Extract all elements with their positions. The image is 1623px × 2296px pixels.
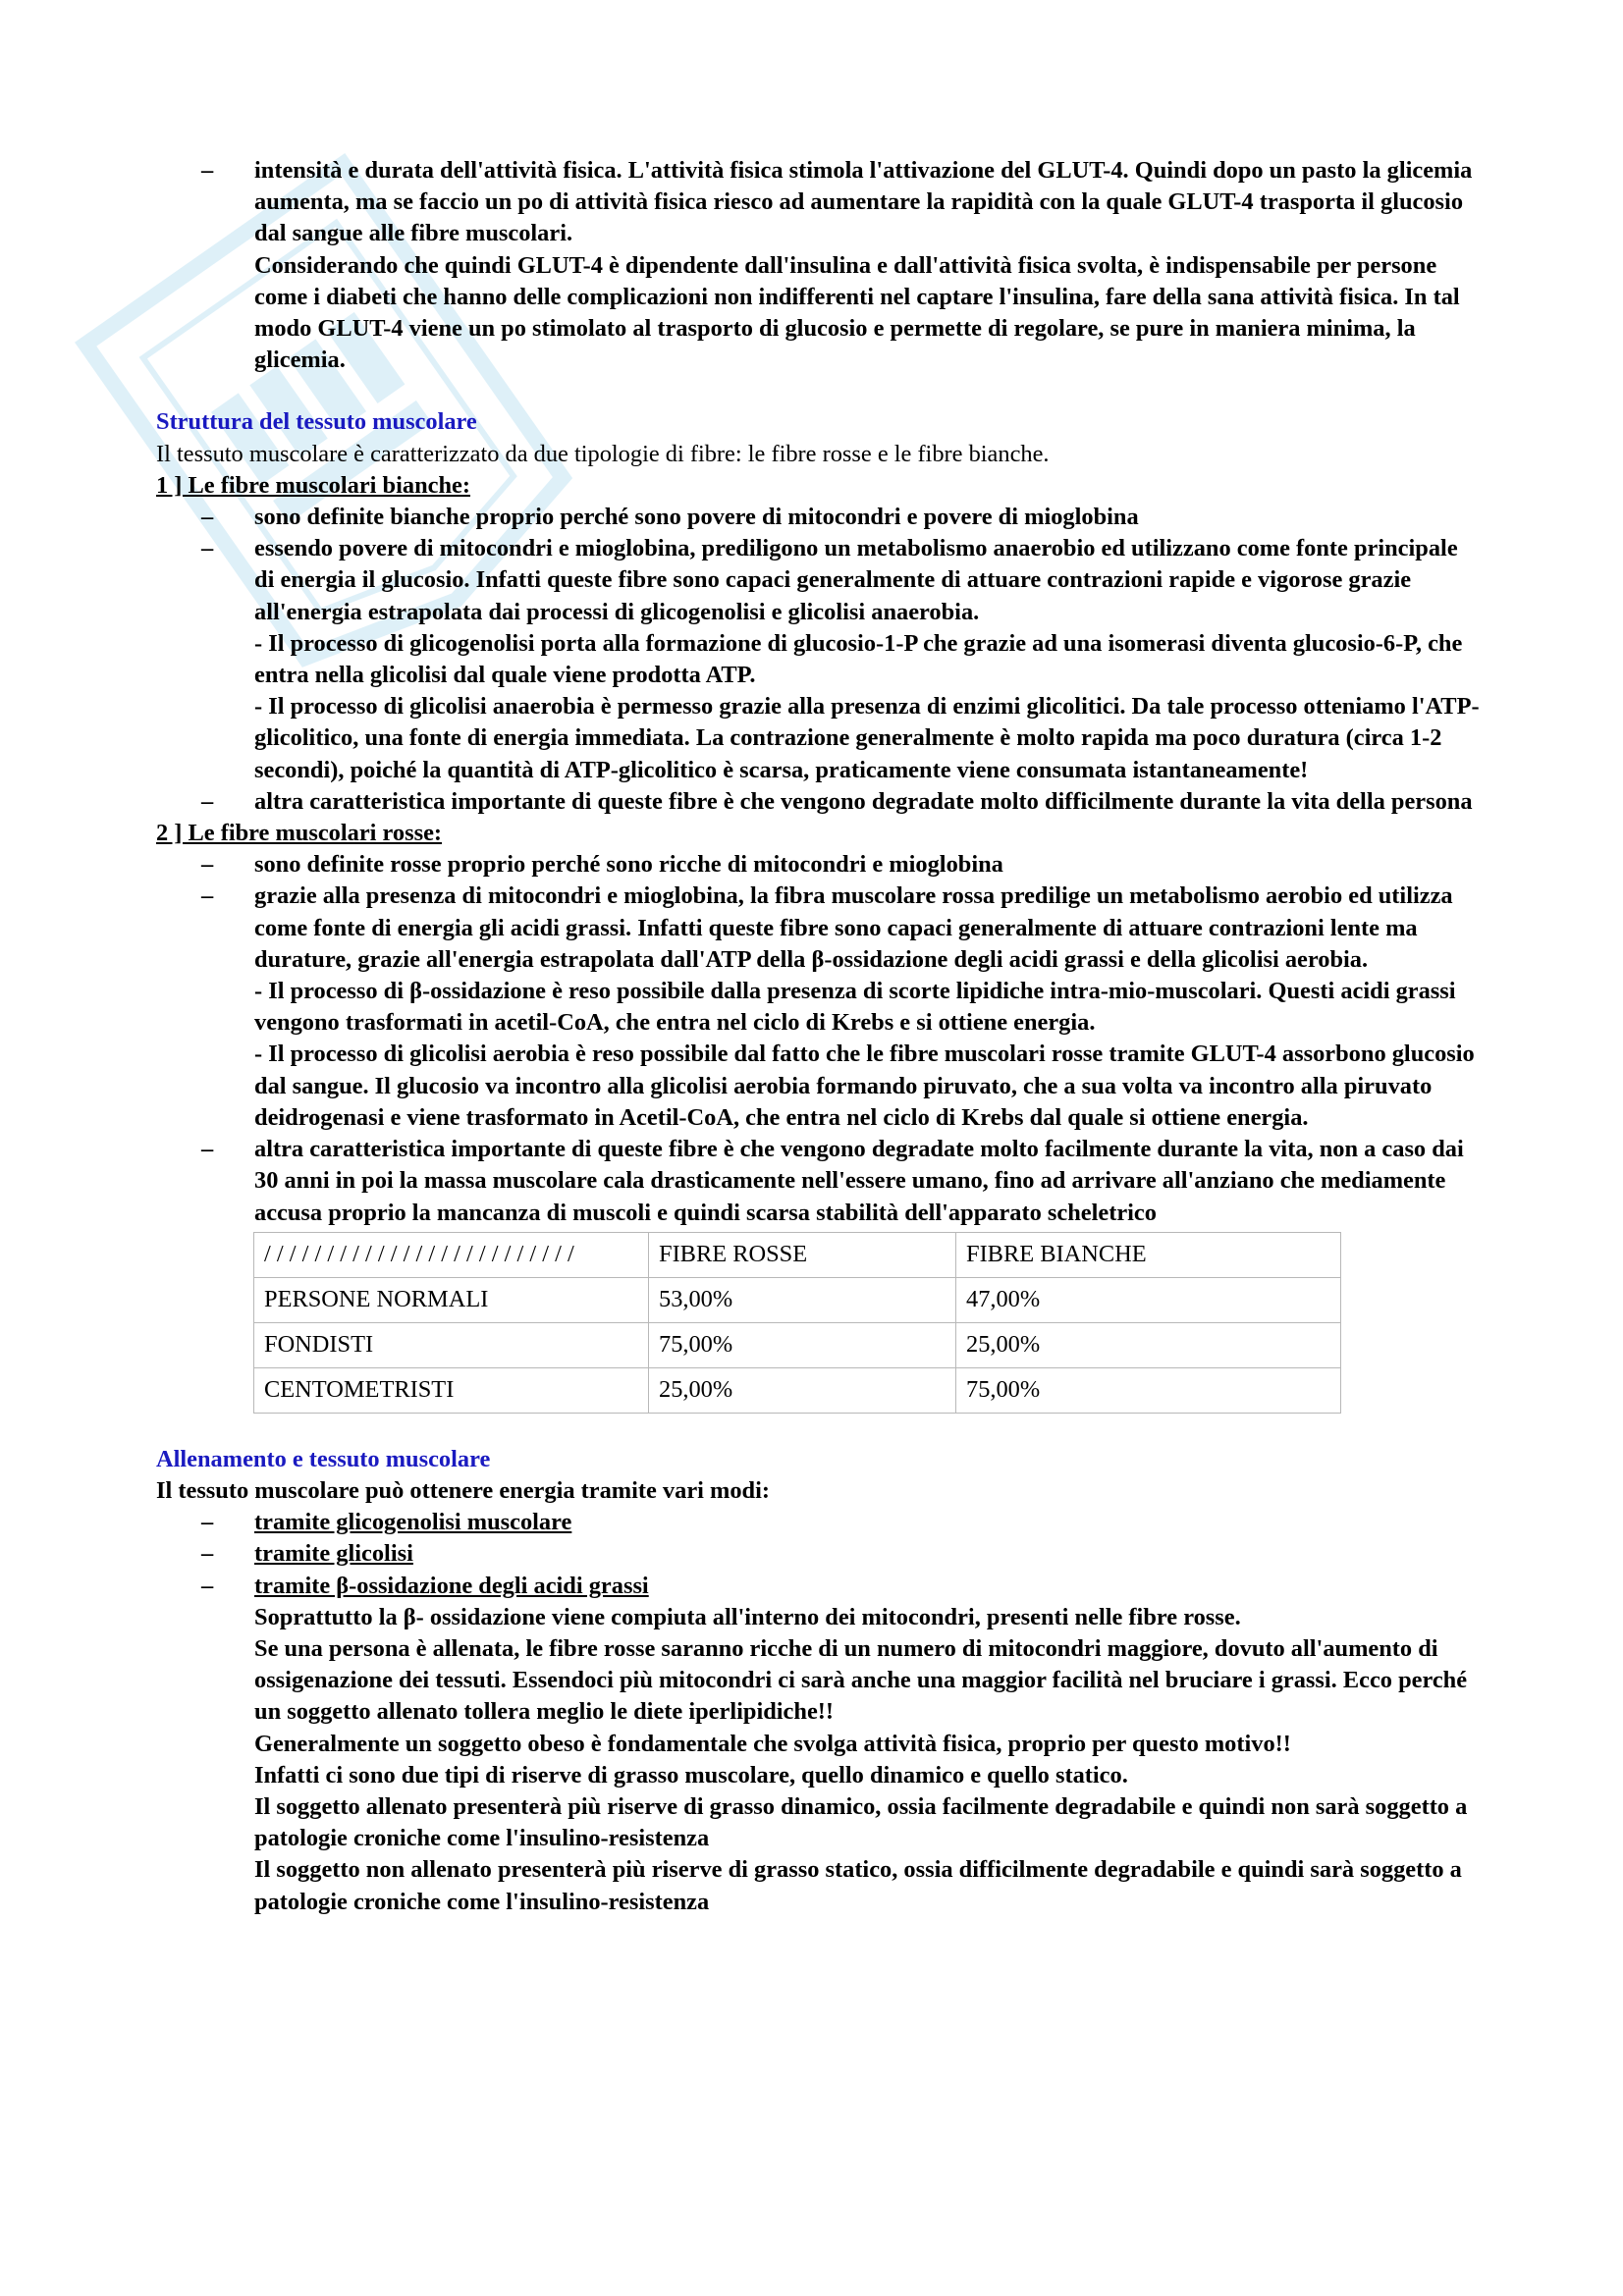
list-item-subtext: - Il processo di β-ossidazione è reso possibile dalla presenza di scorte lipidiche intra-mio-muscolari. Questi acidi grassi vengono trasformati in acetil-CoA, che entra nel ciclo di Krebs e si ottiene energia.: [254, 978, 1456, 1037]
list-item-text: grazie alla presenza di mitocondri e mioglobina, la fibra muscolare rossa predilige un metabolismo aerobio ed utilizza come fonte di energia gli acidi grassi. Infatti queste fibre sono capaci generalmente di attuare contrazioni lente ma durature, grazie all'energia estrapolata dall'ATP della β-ossidazione degli acidi grassi e della glicolisi aerobia.: [254, 882, 1453, 973]
fiber-composition-table: [253, 1232, 1341, 1414]
dash-bullet: –: [201, 851, 214, 879]
list-item: [156, 849, 1484, 881]
table-cell: 25,00%: [649, 1367, 956, 1413]
paragraph: Il soggetto non allenato presenterà più riserve di grasso statico, ossia difficilmente degradabile e quindi sarà soggetto a patologie croniche come l'insulino-resistenza: [254, 1856, 1462, 1915]
section-intro-structure: Il tessuto muscolare è caratterizzato da due tipologie di fibre: le fibre rosse e le fibre bianche.: [156, 440, 1050, 467]
table-row: [254, 1277, 1341, 1322]
dash-bullet: –: [201, 157, 214, 184]
list-item: [156, 1538, 1484, 1570]
list-item-subtext: - Il processo di glicogenolisi porta alla formazione di glucosio-1-P che grazie ad una isomerasi diventa glucosio-6-P, che entra nella glicolisi dal quale viene prodotta ATP.: [254, 629, 1463, 689]
dash-bullet: –: [201, 1540, 214, 1568]
list-item: [156, 881, 1484, 1134]
table-cell: 25,00%: [956, 1322, 1341, 1367]
spacer: [156, 1414, 1484, 1444]
table-cell: 75,00%: [956, 1367, 1341, 1413]
paragraph-glut4-activity: intensità e durata dell'attività fisica. L'attività fisica stimola l'attivazione del GLUT-4. Quindi dopo un pasto la glicemia aumenta, ma se faccio un po di attività fisica riesco ad aumentare la rapidità con la quale GLUT-4 trasporta il glucosio dal sangue alle fibre muscolari.: [254, 157, 1473, 247]
list-item: [156, 786, 1484, 818]
list-item-text: tramite glicogenolisi muscolare: [254, 1509, 572, 1536]
list-item-subtext: - Il processo di glicolisi aerobia è reso possibile dal fatto che le fibre muscolari rosse tramite GLUT-4 assorbono glucosio dal sangue. Il glucosio va incontro alla glicolisi aerobia formando piruvato, che a sua volta va incontro alla piruvato deidrogenasi e viene trasformato in Acetil-CoA, che entra nel ciclo di Krebs dal quale si ottiene energia.: [254, 1041, 1475, 1131]
table-cell: 47,00%: [956, 1277, 1341, 1322]
paragraph-glut4-diabetes: Considerando che quindi GLUT-4 è dipendente dall'insulina e dall'attività fisica svolta, è indispensabile per persone come i diabeti che hanno delle complicazioni non indifferenti nel captare l'insulina, fare della sana attività fisica. In tal modo GLUT-4 viene un po stimolato al trasporto di glucosio e permette di regolare, se pure in maniera minima, la glicemia.: [254, 251, 1460, 374]
dash-bullet: –: [201, 1136, 214, 1163]
table-cell: 75,00%: [649, 1322, 956, 1367]
table-header-row: [254, 1232, 1341, 1277]
subsection-title-white-fibers: 1 ] Le fibre muscolari bianche:: [156, 471, 470, 499]
table-row: [254, 1367, 1341, 1413]
paragraph: Generalmente un soggetto obeso è fondamentale che svolga attività fisica, proprio per questo motivo!!: [254, 1730, 1291, 1757]
subsection-title-red-fibers: 2 ] Le fibre muscolari rosse:: [156, 820, 443, 847]
section-heading-structure: Struttura del tessuto muscolare: [156, 408, 477, 436]
dash-bullet: –: [201, 504, 214, 531]
list-item-text: altra caratteristica importante di queste fibre è che vengono degradate molto difficilmente durante la vita della persona: [254, 787, 1473, 815]
paragraph: Se una persona è allenata, le fibre rosse saranno ricche di un numero di mitocondri maggiore, dovuto all'aumento di ossigenazione dei tessuti. Essendoci più mitocondri ci sarà anche una maggior facilità nel bruciare i grassi. Ecco perché un soggetto allenato tollera meglio le diete iperlipidiche!!: [254, 1634, 1468, 1726]
list-item-subtext: - Il processo di glicolisi anaerobia è permesso grazie alla presenza di enzimi glicolitici. Da tale processo otteniamo l'ATP-glicolitico, una fonte di energia immediata. La contrazione generalmente è molto rapida ma poco duratura (circa 1-2 secondi), poiché la quantità di ATP-glicolitico è scarsa, praticamente viene consumata istantaneamente!: [254, 693, 1480, 783]
spacer: [156, 376, 1484, 406]
dash-bullet: –: [201, 882, 214, 910]
list-item-text: essendo povere di mitocondri e mioglobina, prediligono un metabolismo anaerobio ed utilizzano come fonte principale di energia il glucosio. Infatti queste fibre sono capaci generalmente di attuare contrazioni rapide e vigorose grazie all'energia estrapolata dai processi di glicogenolisi e glicolisi anaerobia.: [254, 535, 1458, 625]
list-item-text: altra caratteristica importante di queste fibre è che vengono degradate molto facilmente durante la vita, non a caso dai 30 anni in poi la massa muscolare cala drasticamente nell'essere umano, fino ad arrivare all'anziano che mediamente accusa proprio la mancanza di muscoli e quindi scarsa stabilità dell'apparato scheletrico: [254, 1136, 1464, 1226]
section-heading-training: Allenamento e tessuto muscolare: [156, 1445, 491, 1472]
list-item: [156, 1507, 1484, 1538]
dash-bullet: –: [201, 1509, 214, 1536]
paragraph: Soprattutto la β- ossidazione viene compiuta all'interno dei mitocondri, presenti nelle fibre rosse.: [254, 1603, 1241, 1630]
list-item: [156, 1134, 1484, 1229]
list-item-physical-activity: [156, 155, 1484, 376]
paragraph: Il soggetto allenato presenterà più riserve di grasso dinamico, ossia facilmente degradabile e quindi non sarà soggetto a patologie croniche come l'insulino-resistenza: [254, 1792, 1468, 1852]
document-body: [156, 155, 1484, 1918]
table-header-cell: FIBRE BIANCHE: [956, 1232, 1341, 1277]
list-item-text: tramite β-ossidazione degli acidi grassi: [254, 1572, 649, 1599]
dash-bullet: –: [201, 535, 214, 562]
table-header-cell: / / / / / / / / / / / / / / / / / / / / / / / / /: [254, 1232, 649, 1277]
list-item-text: sono definite bianche proprio perché sono povere di mitocondri e povere di mioglobina: [254, 504, 1139, 531]
table-cell: 53,00%: [649, 1277, 956, 1322]
list-item-text: tramite glicolisi: [254, 1540, 413, 1568]
table-header-cell: FIBRE ROSSE: [649, 1232, 956, 1277]
list-item-text: sono definite rosse proprio perché sono ricche di mitocondri e mioglobina: [254, 851, 1003, 879]
table-cell: FONDISTI: [254, 1322, 649, 1367]
paragraph: Infatti ci sono due tipi di riserve di grasso muscolare, quello dinamico e quello statico.: [254, 1761, 1128, 1789]
table-cell: CENTOMETRISTI: [254, 1367, 649, 1413]
list-item: [156, 502, 1484, 533]
table-row: [254, 1322, 1341, 1367]
section-intro-training: Il tessuto muscolare può ottenere energia tramite vari modi:: [156, 1476, 770, 1504]
table-cell: PERSONE NORMALI: [254, 1277, 649, 1322]
list-item: [156, 1571, 1484, 1918]
dash-bullet: –: [201, 787, 214, 815]
list-item: [156, 533, 1484, 786]
dash-bullet: –: [201, 1572, 214, 1599]
